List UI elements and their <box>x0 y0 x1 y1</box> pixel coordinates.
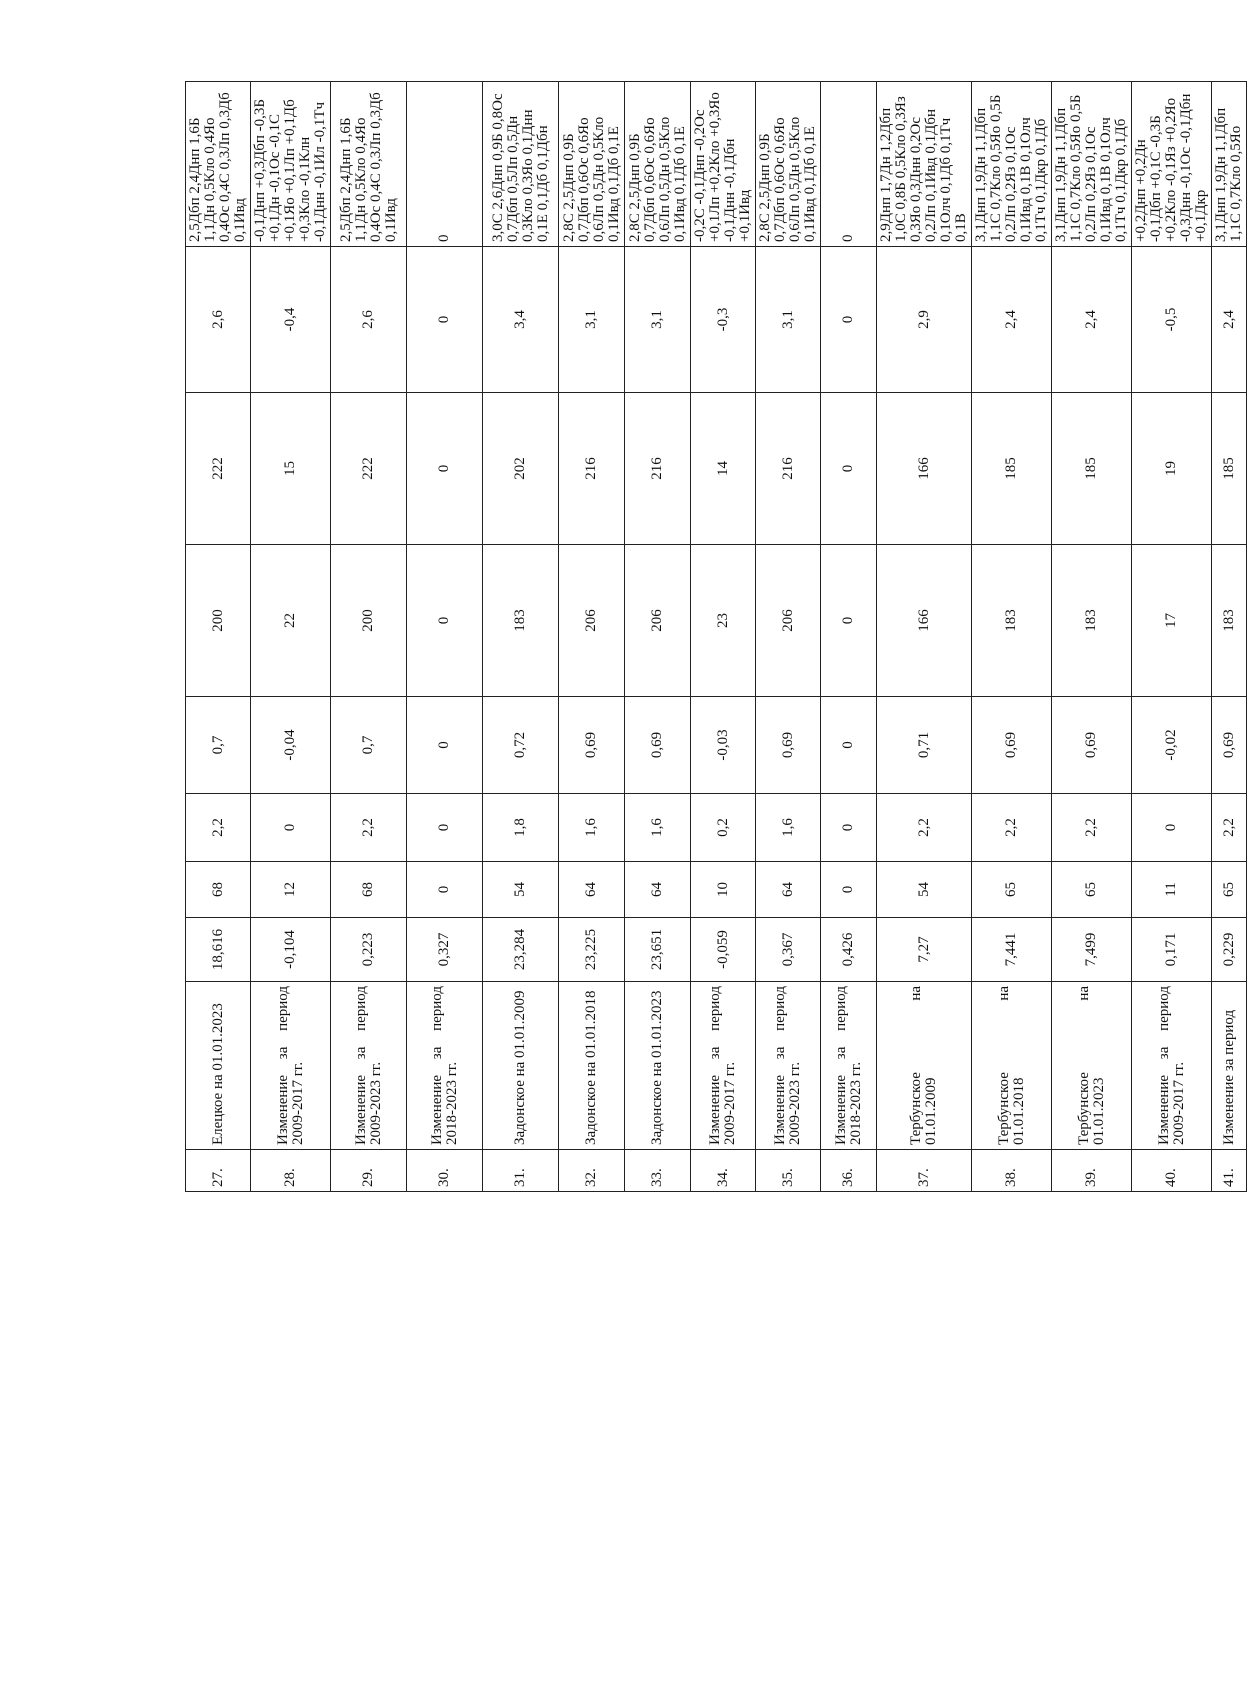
stock-value: 17 <box>1132 545 1212 697</box>
class-value: 1,6 <box>559 794 625 862</box>
class-value: 2,2 <box>331 794 407 862</box>
row-number: 33. <box>625 1150 691 1192</box>
class-value: 0,2 <box>691 794 756 862</box>
species-composition: -0,2С -0,1Днп -0,2Ос +0,1Лп +0,2Кло +0,3Яо -0,1Днн -0,1Дбн +0,1Ивд <box>691 82 756 247</box>
stock-total-value: 0 <box>407 393 483 545</box>
density-value: 0,71 <box>877 697 972 794</box>
row-label-text: Изменение за период 2018-2023 гг. <box>832 986 864 1145</box>
density-value: 0,69 <box>1212 697 1247 794</box>
area-value: 0,367 <box>756 918 821 982</box>
age-value: 64 <box>559 862 625 918</box>
increment-value: 2,4 <box>972 247 1052 393</box>
stock-total-value: 202 <box>483 393 559 545</box>
class-value: 2,2 <box>972 794 1052 862</box>
species-composition: 3,1Днп 1,9Дн 1,1Дбп 1,1С 0,7Кло 0,5Яо <box>1212 82 1247 247</box>
density-value: 0,7 <box>186 697 251 794</box>
stock-value: 200 <box>186 545 251 697</box>
stock-value: 206 <box>756 545 821 697</box>
row-number: 31. <box>483 1150 559 1192</box>
rotated-table-container <box>185 82 1244 1192</box>
area-value: 0,426 <box>821 918 877 982</box>
row-label <box>877 982 972 1150</box>
row-label-text: Изменение за период 2009-2017 гг. <box>707 986 738 1145</box>
stock-total-value: 216 <box>559 393 625 545</box>
age-value: 65 <box>972 862 1052 918</box>
class-value: 2,2 <box>1212 794 1247 862</box>
area-value: 7,27 <box>877 918 972 982</box>
species-composition: 0 <box>407 82 483 247</box>
stock-total-value: 185 <box>1052 393 1132 545</box>
density-value: 0,72 <box>483 697 559 794</box>
age-value: 10 <box>691 862 756 918</box>
density-value: 0,69 <box>559 697 625 794</box>
stock-value: 183 <box>972 545 1052 697</box>
class-value: 0 <box>1132 794 1212 862</box>
stock-total-value: 222 <box>186 393 251 545</box>
table-row <box>1052 82 1132 1192</box>
increment-value: -0,4 <box>251 247 331 393</box>
stock-value: 0 <box>407 545 483 697</box>
density-value: 0,7 <box>331 697 407 794</box>
class-value: 1,6 <box>756 794 821 862</box>
area-value: 23,225 <box>559 918 625 982</box>
row-label-text: Задонское на 01.01.2023 <box>649 990 665 1145</box>
forest-inventory-table <box>185 81 1247 1192</box>
area-value: 23,651 <box>625 918 691 982</box>
increment-value: 0 <box>407 247 483 393</box>
density-value: -0,04 <box>251 697 331 794</box>
age-value: 54 <box>877 862 972 918</box>
stock-total-value: 0 <box>821 393 877 545</box>
table-row <box>877 82 972 1192</box>
stock-total-value: 19 <box>1132 393 1212 545</box>
density-value: 0,69 <box>625 697 691 794</box>
class-value: 2,2 <box>877 794 972 862</box>
table-body <box>186 82 1247 1192</box>
row-label-text: Тербунское на 01.01.2009 <box>908 986 939 1145</box>
stock-total-value: 216 <box>625 393 691 545</box>
row-number: 36. <box>821 1150 877 1192</box>
stock-value: 183 <box>1052 545 1132 697</box>
area-value: 7,441 <box>972 918 1052 982</box>
row-label-text: Задонское на 01.01.2009 <box>512 990 528 1145</box>
row-number: 38. <box>972 1150 1052 1192</box>
row-number: 41. <box>1212 1150 1247 1192</box>
age-value: 54 <box>483 862 559 918</box>
stock-value: 183 <box>483 545 559 697</box>
row-number: 40. <box>1132 1150 1212 1192</box>
class-value: 0 <box>821 794 877 862</box>
stock-value: 23 <box>691 545 756 697</box>
stock-total-value: 15 <box>251 393 331 545</box>
area-value: 18,616 <box>186 918 251 982</box>
row-label <box>625 982 691 1150</box>
table-row <box>625 82 691 1192</box>
table-row <box>1212 82 1247 1192</box>
stock-value: 183 <box>1212 545 1247 697</box>
area-value: 0,229 <box>1212 918 1247 982</box>
density-value: 0 <box>407 697 483 794</box>
table-row <box>691 82 756 1192</box>
row-number: 34. <box>691 1150 756 1192</box>
row-number: 30. <box>407 1150 483 1192</box>
density-value: -0,02 <box>1132 697 1212 794</box>
class-value: 2,2 <box>1052 794 1132 862</box>
row-label <box>972 982 1052 1150</box>
row-label <box>691 982 756 1150</box>
row-label <box>1052 982 1132 1150</box>
table-row <box>821 82 877 1192</box>
table-row <box>251 82 331 1192</box>
species-composition: 2,5Дбп 2,4Днп 1,6Б 1,1Дн 0,5Кло 0,4Яо 0,4Ос 0,4С 0,3Лп 0,3Дб 0,1Ивд <box>331 82 407 247</box>
class-value: 1,6 <box>625 794 691 862</box>
species-composition: 2,9Днп 1,7Дн 1,2Дбп 1,0С 0,8Б 0,5Кло 0,3Яз 0,3Яо 0,3Днн 0,2Ос 0,2Лп 0,1Ивд 0,1Дбн 0,1Олч 0,1Дб 0,1Тч 0,1В <box>877 82 972 247</box>
stock-value: 206 <box>625 545 691 697</box>
table-row <box>559 82 625 1192</box>
species-composition: 2,5Дбп 2,4Днп 1,6Б 1,1Дн 0,5Кло 0,4Яо 0,4Ос 0,4С 0,3Лп 0,3Дб 0,1Ивд <box>186 82 251 247</box>
row-label <box>1212 982 1247 1150</box>
increment-value: 2,9 <box>877 247 972 393</box>
area-value: -0,059 <box>691 918 756 982</box>
increment-value: 2,6 <box>331 247 407 393</box>
stock-total-value: 185 <box>972 393 1052 545</box>
age-value: 65 <box>1052 862 1132 918</box>
increment-value: 3,4 <box>483 247 559 393</box>
row-label-text: Тербунское на 01.01.2018 <box>995 986 1027 1145</box>
stock-total-value: 216 <box>756 393 821 545</box>
density-value: 0,69 <box>972 697 1052 794</box>
area-value: 0,223 <box>331 918 407 982</box>
increment-value: 3,1 <box>756 247 821 393</box>
species-composition: 3,1Днп 1,9Дн 1,1Дбп 1,1С 0,7Кло 0,5Яо 0,5Б 0,2Лп 0,2Яз 0,1Ос 0,1Ивд 0,1В 0,1Олч 0,1Тч 0,1Дкр 0,1Дб <box>972 82 1052 247</box>
row-label <box>483 982 559 1150</box>
species-composition: 2,8С 2,5Днп 0,9Б 0,7Дбп 0,6Ос 0,6Яо 0,6Лп 0,5Дн 0,5Кло 0,1Ивд 0,1Дб 0,1Е <box>625 82 691 247</box>
row-label-text: Изменение за период <box>1220 1009 1237 1145</box>
density-value: -0,03 <box>691 697 756 794</box>
row-label <box>251 982 331 1150</box>
row-number: 29. <box>331 1150 407 1192</box>
class-value: 0 <box>407 794 483 862</box>
increment-value: -0,5 <box>1132 247 1212 393</box>
increment-value: -0,3 <box>691 247 756 393</box>
table-row <box>756 82 821 1192</box>
species-composition: -0,1Днп +0,3Дбп -0,3Б +0,1Дн -0,1Ос -0,1С +0,1Яо +0,1Лп +0,1Дб +0,3Кло -0,1Клн -0,1Днн -0,1Ил -0,1Тч <box>251 82 331 247</box>
density-value: 0,69 <box>1052 697 1132 794</box>
increment-value: 3,1 <box>559 247 625 393</box>
species-composition: 3,1Днп 1,9Дн 1,1Дбп 1,1С 0,7Кло 0,5Яо 0,5Б 0,2Лп 0,2Яз 0,1Ос 0,1Ивд 0,1В 0,1Олч 0,1Тч 0,1Дкр 0,1Дб <box>1052 82 1132 247</box>
row-label <box>821 982 877 1150</box>
density-value: 0,69 <box>756 697 821 794</box>
row-label <box>756 982 821 1150</box>
row-label-text: Тербунское на 01.01.2023 <box>1075 986 1107 1145</box>
increment-value: 2,4 <box>1052 247 1132 393</box>
increment-value: 0 <box>821 247 877 393</box>
age-value: 68 <box>331 862 407 918</box>
row-number: 27. <box>186 1150 251 1192</box>
stock-value: 0 <box>821 545 877 697</box>
species-composition: 3,0С 2,6Днп 0,9Б 0,8Ос 0,7Дбп 0,5Лп 0,5Дн 0,3Кло 0,3Яо 0,1Днн 0,1Е 0,1Дб 0,1Дбн <box>483 82 559 247</box>
row-label-text: Изменение за период 2009-2017 гг. <box>274 986 306 1145</box>
row-label-text: Изменение за период 2009-2023 гг. <box>772 986 803 1145</box>
stock-total-value: 222 <box>331 393 407 545</box>
stock-value: 206 <box>559 545 625 697</box>
class-value: 2,2 <box>186 794 251 862</box>
species-composition: 2,8С 2,5Днп 0,9Б 0,7Дбп 0,6Ос 0,6Яо 0,6Лп 0,5Дн 0,5Кло 0,1Ивд 0,1Дб 0,1Е <box>756 82 821 247</box>
age-value: 0 <box>821 862 877 918</box>
row-number: 35. <box>756 1150 821 1192</box>
row-number: 37. <box>877 1150 972 1192</box>
table-row <box>186 82 251 1192</box>
age-value: 64 <box>756 862 821 918</box>
age-value: 0 <box>407 862 483 918</box>
species-composition: 2,8С 2,5Днп 0,9Б 0,7Дбп 0,6Ос 0,6Яо 0,6Лп 0,5Дн 0,5Кло 0,1Ивд 0,1Дб 0,1Е <box>559 82 625 247</box>
stock-total-value: 166 <box>877 393 972 545</box>
area-value: -0,104 <box>251 918 331 982</box>
table-row <box>1132 82 1212 1192</box>
area-value: 0,171 <box>1132 918 1212 982</box>
density-value: 0 <box>821 697 877 794</box>
row-label <box>1132 982 1212 1150</box>
age-value: 68 <box>186 862 251 918</box>
species-composition: 0 <box>821 82 877 247</box>
stock-value: 22 <box>251 545 331 697</box>
row-label <box>407 982 483 1150</box>
stock-total-value: 185 <box>1212 393 1247 545</box>
age-value: 12 <box>251 862 331 918</box>
row-number: 32. <box>559 1150 625 1192</box>
table-row <box>407 82 483 1192</box>
row-label-text: Задонское на 01.01.2018 <box>583 990 599 1145</box>
stock-total-value: 14 <box>691 393 756 545</box>
stock-value: 200 <box>331 545 407 697</box>
row-label-text: Изменение за период 2009-2017 гг. <box>1155 986 1187 1145</box>
row-label <box>186 982 251 1150</box>
table-row <box>331 82 407 1192</box>
row-label-text: Изменение за период 2009-2023 гг. <box>352 986 384 1145</box>
row-label <box>331 982 407 1150</box>
increment-value: 2,4 <box>1212 247 1247 393</box>
stock-value: 166 <box>877 545 972 697</box>
row-label-text: Изменение за период 2018-2023 гг. <box>428 986 460 1145</box>
age-value: 11 <box>1132 862 1212 918</box>
row-label-text: Елецкое на 01.01.2023 <box>209 1003 226 1145</box>
area-value: 23,284 <box>483 918 559 982</box>
table-row <box>972 82 1052 1192</box>
area-value: 0,327 <box>407 918 483 982</box>
class-value: 0 <box>251 794 331 862</box>
increment-value: 2,6 <box>186 247 251 393</box>
species-composition: +0,2Днп +0,2Дн -0,1Дбп +0,1С -0,3Б +0,2Кло -0,1Яз +0,2Яо -0,3Днн -0,1Ос -0,1Дбн +0,1Дкр <box>1132 82 1212 247</box>
row-number: 28. <box>251 1150 331 1192</box>
table-row <box>483 82 559 1192</box>
row-number: 39. <box>1052 1150 1132 1192</box>
age-value: 64 <box>625 862 691 918</box>
increment-value: 3,1 <box>625 247 691 393</box>
age-value: 65 <box>1212 862 1247 918</box>
class-value: 1,8 <box>483 794 559 862</box>
area-value: 7,499 <box>1052 918 1132 982</box>
row-label <box>559 982 625 1150</box>
